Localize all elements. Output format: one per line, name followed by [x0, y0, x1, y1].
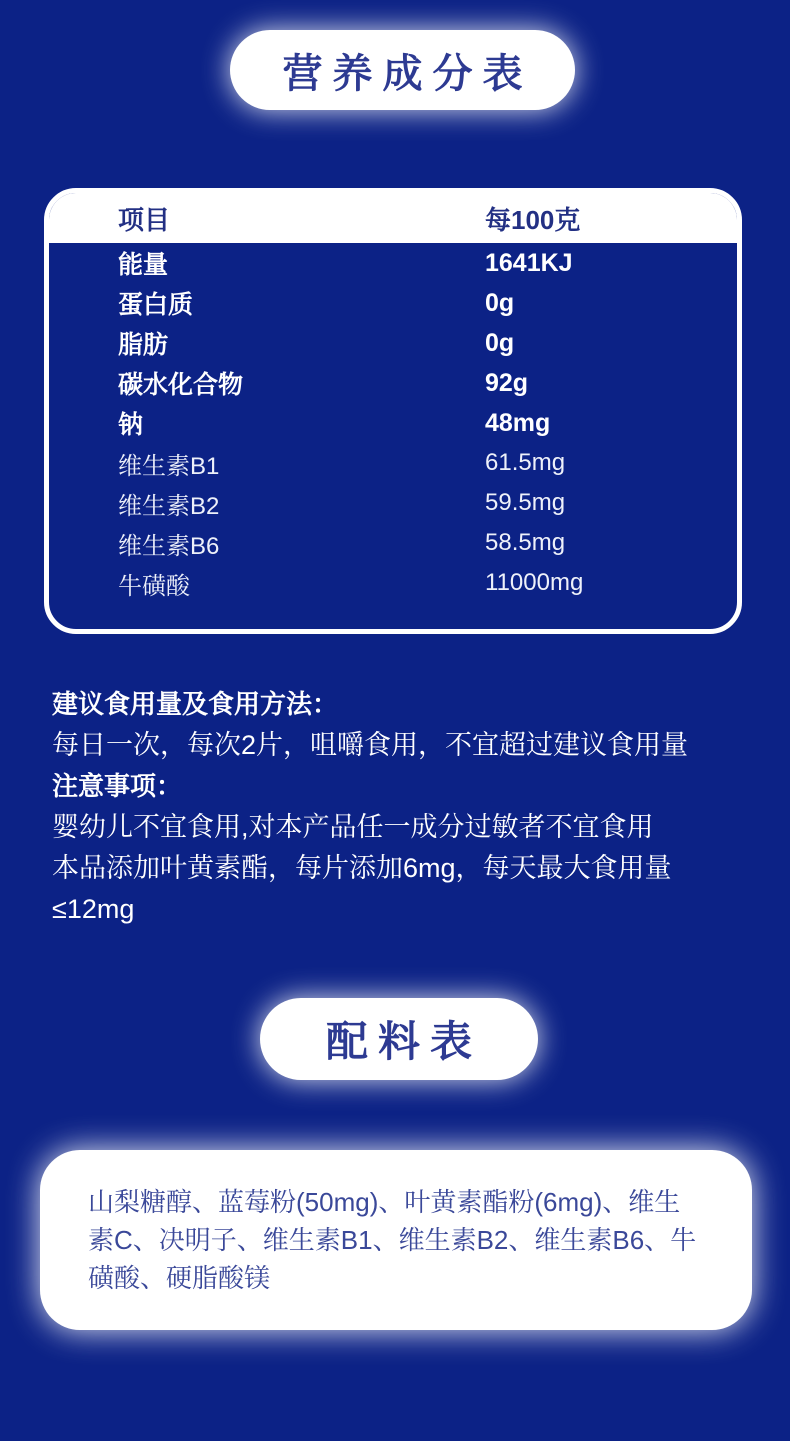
table-row: [49, 283, 737, 323]
row-label: 碳水化合物: [118, 371, 244, 399]
table-row: [49, 323, 737, 363]
nutrition-table-header: [49, 193, 737, 243]
row-label: 维生素B2: [118, 492, 220, 520]
usage-section: [52, 684, 752, 930]
nutrition-table-body: [49, 243, 737, 603]
row-label: 维生素B1: [118, 452, 220, 480]
table-row: [49, 563, 737, 603]
row-label: 蛋白质: [118, 291, 194, 319]
row-value: 48mg: [485, 408, 551, 437]
row-value: 0g: [485, 328, 515, 357]
row-value: 92g: [485, 368, 529, 397]
header-per-column: 每100克: [485, 204, 581, 235]
table-row: [49, 243, 737, 283]
row-label: 钠: [118, 411, 144, 439]
header-item-column: 项目: [118, 204, 171, 235]
row-label: 牛磺酸: [118, 572, 190, 600]
table-row: [49, 363, 737, 403]
row-label: 维生素B6: [118, 532, 220, 560]
nutrition-table: [44, 188, 742, 634]
nutrition-title-pill: [230, 30, 575, 110]
ingredients-box: [40, 1150, 752, 1330]
row-value: 1641KJ: [485, 248, 573, 277]
table-row: [49, 443, 737, 483]
row-label: 脂肪: [118, 331, 169, 359]
table-row: [49, 523, 737, 563]
row-value: 58.5mg: [485, 529, 566, 556]
ingredients-title-pill: [260, 998, 538, 1080]
table-row: [49, 403, 737, 443]
notice-line: 婴幼儿不宜食用,对本产品任一成分过敏者不宜食用: [52, 812, 654, 842]
nutrition-title: 营养成分表: [282, 51, 533, 96]
table-row: [49, 483, 737, 523]
row-value: 11000mg: [485, 569, 584, 596]
ingredients-text: 山梨糖醇、蓝莓粉(50mg)、叶黄素酯粉(6mg)、维生素C、决明子、维生素B1、维生素B2、维生素B6、牛磺酸、硬脂酸镁: [88, 1187, 697, 1293]
row-value: 0g: [485, 288, 515, 317]
row-value: 59.5mg: [485, 489, 566, 516]
usage-heading: 建议食用量及食用方法：: [52, 689, 339, 719]
row-value: 61.5mg: [485, 449, 566, 476]
usage-line: 每日一次，每次2片，咀嚼食用，不宜超过建议食用量: [52, 730, 689, 760]
row-label: 能量: [118, 251, 169, 279]
ingredients-title: 配料表: [325, 1018, 482, 1065]
notice-heading: 注意事项：: [52, 771, 183, 801]
notice-line: 本品添加叶黄素酯，每片添加6mg，每天最大食用量≤12mg: [52, 853, 672, 924]
